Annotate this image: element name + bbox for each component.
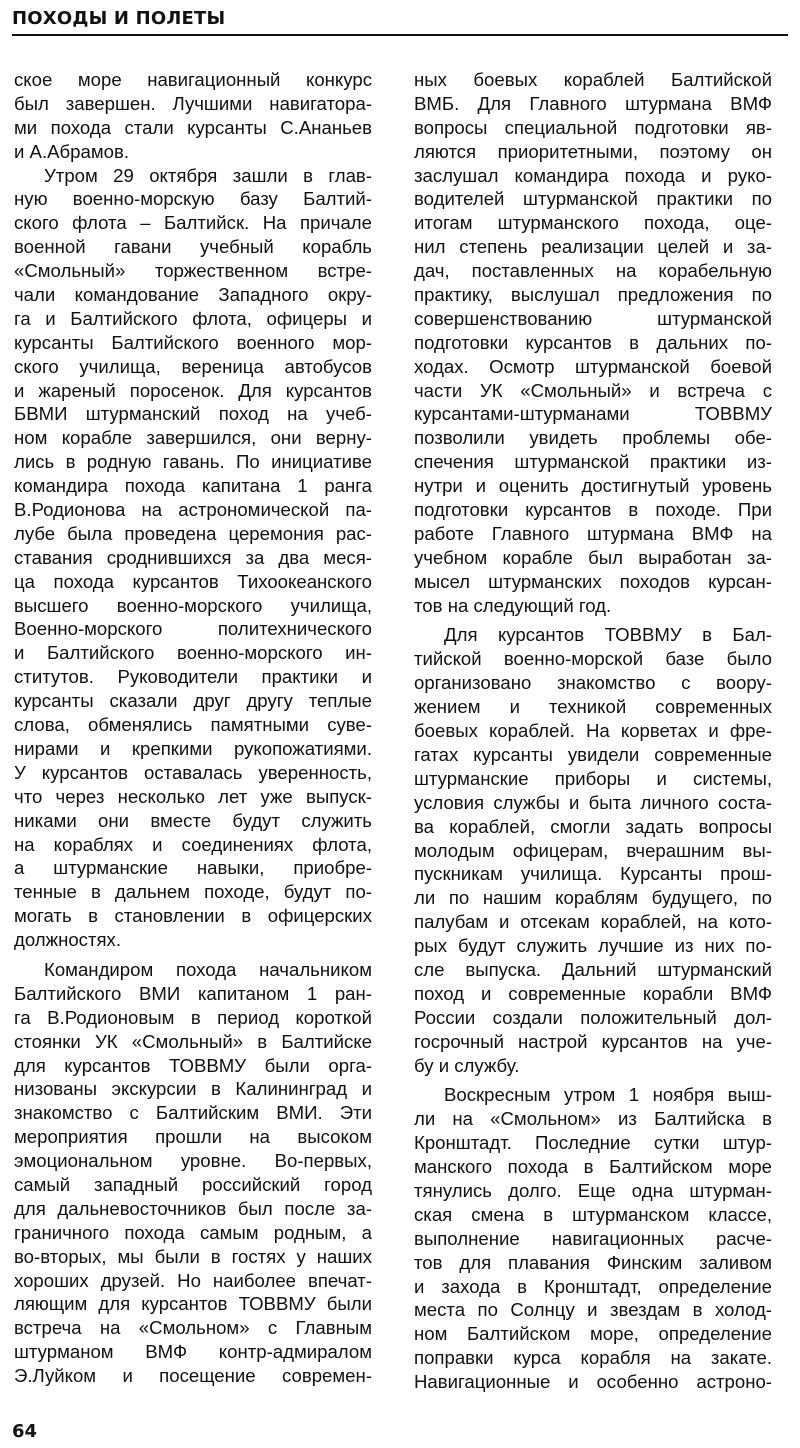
text-line: практику, выслушал предложения по — [414, 284, 772, 306]
text-line: ли по нашим кораблям будущего, по — [414, 887, 772, 909]
text-line: на кораблях и соединениях флота, — [14, 833, 372, 855]
text-line: заслушал командира похода и руко- — [414, 164, 772, 186]
text-line: организовано знакомство с воору- — [414, 672, 772, 694]
text-line: штурманом ВМФ контр-адмиралом — [14, 1341, 372, 1363]
text-line: лись в родную гавань. По инициативе — [14, 451, 372, 473]
text-line: ца похода курсантов Тихоокеанского — [14, 570, 372, 592]
text-line: Для курсантов ТОВВМУ в Бал- — [444, 624, 772, 646]
text-line: Кронштадт. Последние сутки штур- — [414, 1132, 772, 1154]
text-line: Военно-морского политехнического — [14, 618, 372, 640]
text-line: БВМИ штурманский поход на учеб- — [14, 403, 372, 425]
text-line: ская смена в штурманском классе, — [414, 1203, 772, 1225]
text-line: ном Балтийском море, определение — [414, 1323, 772, 1345]
text-line: слова, обменялись памятными суве- — [14, 714, 372, 736]
text-line: молодым офицерам, вчерашним вы- — [414, 839, 772, 861]
right-column — [414, 68, 772, 1394]
text-line: штурманские приборы и системы, — [414, 767, 772, 789]
text-line: что через несколько лет уже выпуск- — [14, 785, 372, 807]
text-line: ную военно-морскую базу Балтий- — [14, 188, 372, 210]
text-line: части УК «Смольный» и встреча с — [414, 379, 772, 401]
text-line: «Смольный» торжественном встре- — [14, 260, 372, 282]
text-line: водителей штурманской практики по — [414, 188, 772, 210]
text-line: самый западный российский город — [14, 1173, 372, 1195]
running-header — [12, 4, 788, 36]
text-line: встреча на «Смольном» с Главным — [14, 1317, 372, 1339]
text-line: для дальневосточников был после за- — [14, 1197, 372, 1219]
text-line: У курсантов оставалась уверенность, — [14, 761, 372, 783]
text-line: курсанты Балтийского военного мор- — [14, 331, 372, 353]
text-line: ми похода стали курсанты С.Ананьев — [14, 116, 372, 138]
section-title: ПОХОДЫ И ПОЛЕТЫ — [12, 8, 226, 29]
text-line: В.Родионова на астрономической па- — [14, 499, 372, 521]
text-line: и А.Абрамов. — [14, 140, 130, 162]
text-line: высшего военно-морского училища, — [14, 594, 372, 616]
text-line: ское море навигационный конкурс — [14, 69, 372, 90]
text-line: ных боевых кораблей Балтийской — [414, 69, 772, 90]
text-line: позволили увидеть проблемы обе- — [414, 427, 772, 449]
text-line: и жареный поросенок. Для курсантов — [14, 379, 372, 401]
text-line: мысел штурманских походов курсан- — [414, 570, 772, 592]
text-line: знакомство с Балтийским ВМИ. Эти — [14, 1102, 372, 1124]
text-line: подготовки курсантов в походе. При — [414, 499, 772, 521]
text-line: нутри и оценить достигнутый уровень — [414, 475, 772, 497]
text-line: командира похода капитана 1 ранга — [14, 475, 372, 497]
text-line: а штурманские навыки, приобре- — [14, 857, 372, 879]
text-line: условия службы и быта личного соста- — [414, 791, 772, 813]
text-line: дач, поставленных на корабельную — [414, 260, 772, 282]
text-line: палубам и отсекам кораблей, на кото- — [414, 911, 772, 933]
text-line: Э.Луйком и посещение современ- — [14, 1365, 372, 1387]
text-line: Утром 29 октября зашли в глав- — [44, 164, 372, 186]
text-line: и захода в Кронштадт, определение — [414, 1275, 772, 1297]
left-column — [14, 68, 372, 1388]
text-line: курсантами-штурманами ТОВВМУ — [414, 403, 772, 425]
text-line: России создали положительный дол- — [414, 1006, 772, 1028]
text-line: нирами и крепкими рукопожатиями. — [14, 737, 372, 759]
text-line: Балтийского ВМИ капитаном 1 ран- — [14, 982, 372, 1004]
text-line: Навигационные и особенно астроно- — [414, 1371, 772, 1393]
text-line: поход и современные корабли ВМФ — [414, 982, 772, 1004]
text-line: ходах. Осмотр штурманской боевой — [414, 355, 772, 377]
text-line: учебном корабле был выработан за- — [414, 546, 772, 568]
text-line: низованы экскурсии в Калининград и — [14, 1078, 372, 1100]
text-line: спечения штурманской практики из- — [414, 451, 772, 473]
text-line: мероприятия прошли на высоком — [14, 1126, 372, 1148]
text-line: лубе была проведена церемония рас- — [14, 522, 372, 544]
text-line: тянулись долго. Еще одна штурман- — [414, 1179, 772, 1201]
text-line: га и Балтийского флота, офицеры и — [14, 307, 372, 329]
text-line: выполнение навигационных расче- — [414, 1227, 772, 1249]
text-line: ставания сроднившихся за два меся- — [14, 546, 372, 568]
text-line: тов для плавания Финским заливом — [414, 1251, 772, 1273]
text-line: эмоциональном уровне. Во-первых, — [14, 1150, 372, 1172]
text-line: для курсантов ТОВВМУ были орга- — [14, 1054, 372, 1076]
page-number: 64 — [12, 1421, 38, 1442]
text-line: могать в становлении в офицерских — [14, 905, 372, 927]
text-line: тийской военно-морской базе было — [414, 648, 772, 670]
text-line: госрочный настрой курсантов на уче- — [414, 1030, 772, 1052]
text-line: нил степень реализации целей и за- — [414, 236, 772, 258]
text-line: тов на следующий год. — [414, 594, 612, 616]
text-line: был завершен. Лучшими навигатора- — [14, 92, 372, 114]
text-line: во-вторых, мы были в гостях у наших — [14, 1245, 372, 1267]
text-line: стоянки УК «Смольный» в Балтийске — [14, 1030, 372, 1052]
text-line: ном корабле завершился, они верну- — [14, 427, 372, 449]
text-line: и Балтийского военно-морского ин- — [14, 642, 372, 664]
text-line: сле выпуска. Дальний штурманский — [414, 958, 772, 980]
text-line: ского флота – Балтийск. На причале — [14, 212, 372, 234]
text-line: га В.Родионовым в период короткой — [14, 1006, 372, 1028]
text-line: чали командование Западного окру- — [14, 284, 372, 306]
text-line: ститутов. Руководители практики и — [14, 666, 372, 688]
text-line: жением и техникой современных — [414, 696, 772, 718]
text-line: манского похода в Балтийском море — [414, 1156, 772, 1178]
text-line: гатах курсанты увидели современные — [414, 743, 772, 765]
text-line: итогам штурманского похода, оце- — [414, 212, 772, 234]
text-line: бу и службу. — [414, 1054, 520, 1076]
text-line: рых будут служить лучшие из них по- — [414, 935, 772, 957]
text-line: должностях. — [14, 929, 122, 951]
text-line: ляются приоритетными, поэтому он — [414, 140, 772, 162]
text-line: Командиром похода начальником — [44, 958, 372, 980]
text-line: никами они вместе будут служить — [14, 809, 372, 831]
text-line: хороших друзей. Но наиболее впечат- — [14, 1269, 372, 1291]
text-line: ли на «Смольном» из Балтийска в — [414, 1108, 772, 1130]
text-line: поправки курса корабля на закате. — [414, 1347, 772, 1369]
text-line: ляющим для курсантов ТОВВМУ были — [14, 1293, 372, 1315]
text-line: ва кораблей, смогли задать вопросы — [414, 815, 772, 837]
text-line: работе Главного штурмана ВМФ на — [414, 522, 772, 544]
text-line: тенные в дальнем походе, будут по- — [14, 881, 372, 903]
text-line: курсанты сказали друг другу теплые — [14, 690, 372, 712]
text-line: Воскресным утром 1 ноября выш- — [444, 1084, 772, 1106]
text-line: пускникам училища. Курсанты прош- — [414, 863, 772, 885]
text-line: ВМБ. Для Главного штурмана ВМФ — [414, 92, 772, 114]
text-line: военной гавани учебный корабль — [14, 236, 372, 258]
text-line: места по Солнцу и звездам в холод- — [414, 1299, 772, 1321]
text-line: подготовки курсантов в дальних по- — [414, 331, 772, 353]
text-line: вопросы специальной подготовки яв- — [414, 116, 772, 138]
text-line: ского училища, вереница автобусов — [14, 355, 372, 377]
text-line: совершенствованию штурманской — [414, 307, 772, 329]
text-line: боевых кораблей. На корветах и фре- — [414, 720, 772, 742]
text-line: граничного похода самым родным, а — [14, 1221, 372, 1243]
